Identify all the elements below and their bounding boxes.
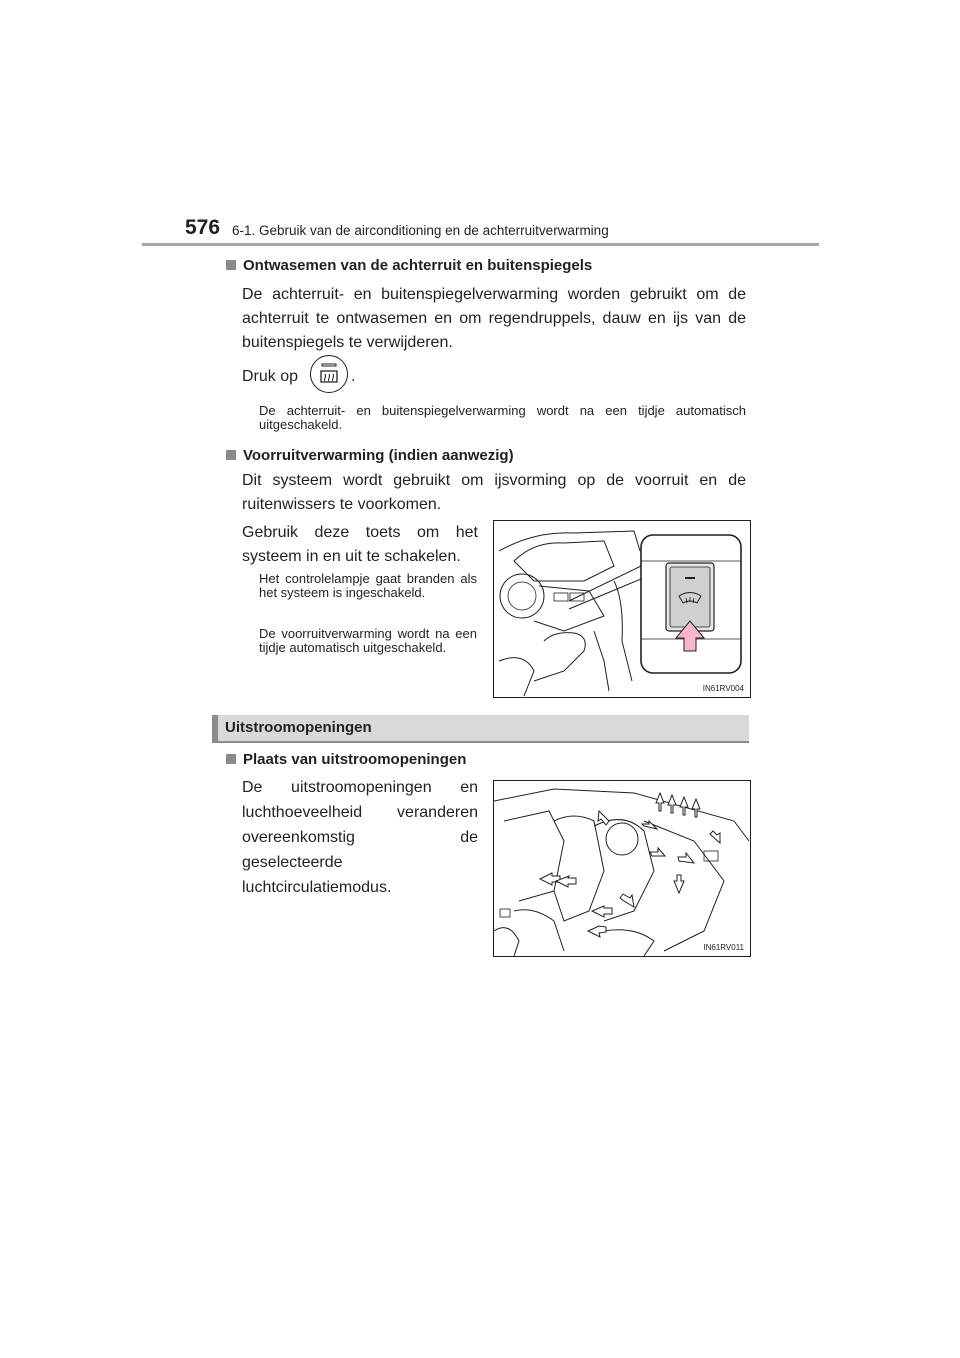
- defog-body-text: De achterruit- en buitenspiegelverwarming worden gebruikt om de achterruit te ontwasemen en om regendruppels, dauw en ijs van de buitenspiegels te verwijderen.: [242, 286, 746, 351]
- heading-underline: [212, 741, 749, 743]
- vents-body-text: De uitstroomopeningen en luchthoeveelheid veranderen overeenkomstig de geselecteerde luchtcirculatiemodus.: [242, 779, 478, 896]
- windshield-note-auto-off: De voorruitverwarming wordt na een tijdje automatisch uitgeschakeld.: [259, 626, 477, 655]
- header-divider: [142, 243, 819, 246]
- defog-title-text: Ontwasemen van de achterruit en buitenspiegels: [243, 257, 593, 274]
- square-bullet-icon: [226, 450, 236, 460]
- defog-note: De achterruit- en buitenspiegelverwarming wordt na een tijdje automatisch uitgeschakeld.: [259, 403, 746, 432]
- vents-heading-text: Uitstroomopeningen: [225, 719, 372, 736]
- rear-defogger-icon: [310, 355, 348, 393]
- defog-section-title: [226, 257, 592, 274]
- press-period: .: [351, 368, 356, 385]
- figure-label: IN61RV004: [702, 684, 744, 693]
- windshield-title-text: Voorruitverwarming (indien aanwezig): [243, 447, 514, 464]
- windshield-instruction: Gebruik deze toets om het systeem in en uit te schakelen.: [242, 524, 478, 565]
- windshield-body-text: Dit systeem wordt gebruikt om ijsvorming op de voorruit en de ruitenwissers te voorkomen.: [242, 472, 746, 513]
- press-label: Druk op: [242, 368, 299, 385]
- windshield-section-title: [226, 447, 514, 464]
- vents-location-title: [226, 751, 466, 768]
- chapter-title: 6-1. Gebruik van de airconditioning en de achterruitverwarming: [232, 223, 609, 238]
- windshield-switch-figure: [493, 520, 751, 698]
- vents-section-heading: [212, 715, 749, 741]
- figure-label: IN61RV011: [703, 943, 744, 952]
- vents-location-figure: [493, 780, 751, 957]
- page-number: 576: [185, 216, 221, 239]
- square-bullet-icon: [226, 260, 236, 270]
- square-bullet-icon: [226, 754, 236, 764]
- heading-accent-bar: [212, 715, 218, 741]
- vents-title-text: Plaats van uitstroomopeningen: [243, 751, 467, 768]
- windshield-note-indicator: Het controlelampje gaat branden als het systeem is ingeschakeld.: [259, 571, 477, 600]
